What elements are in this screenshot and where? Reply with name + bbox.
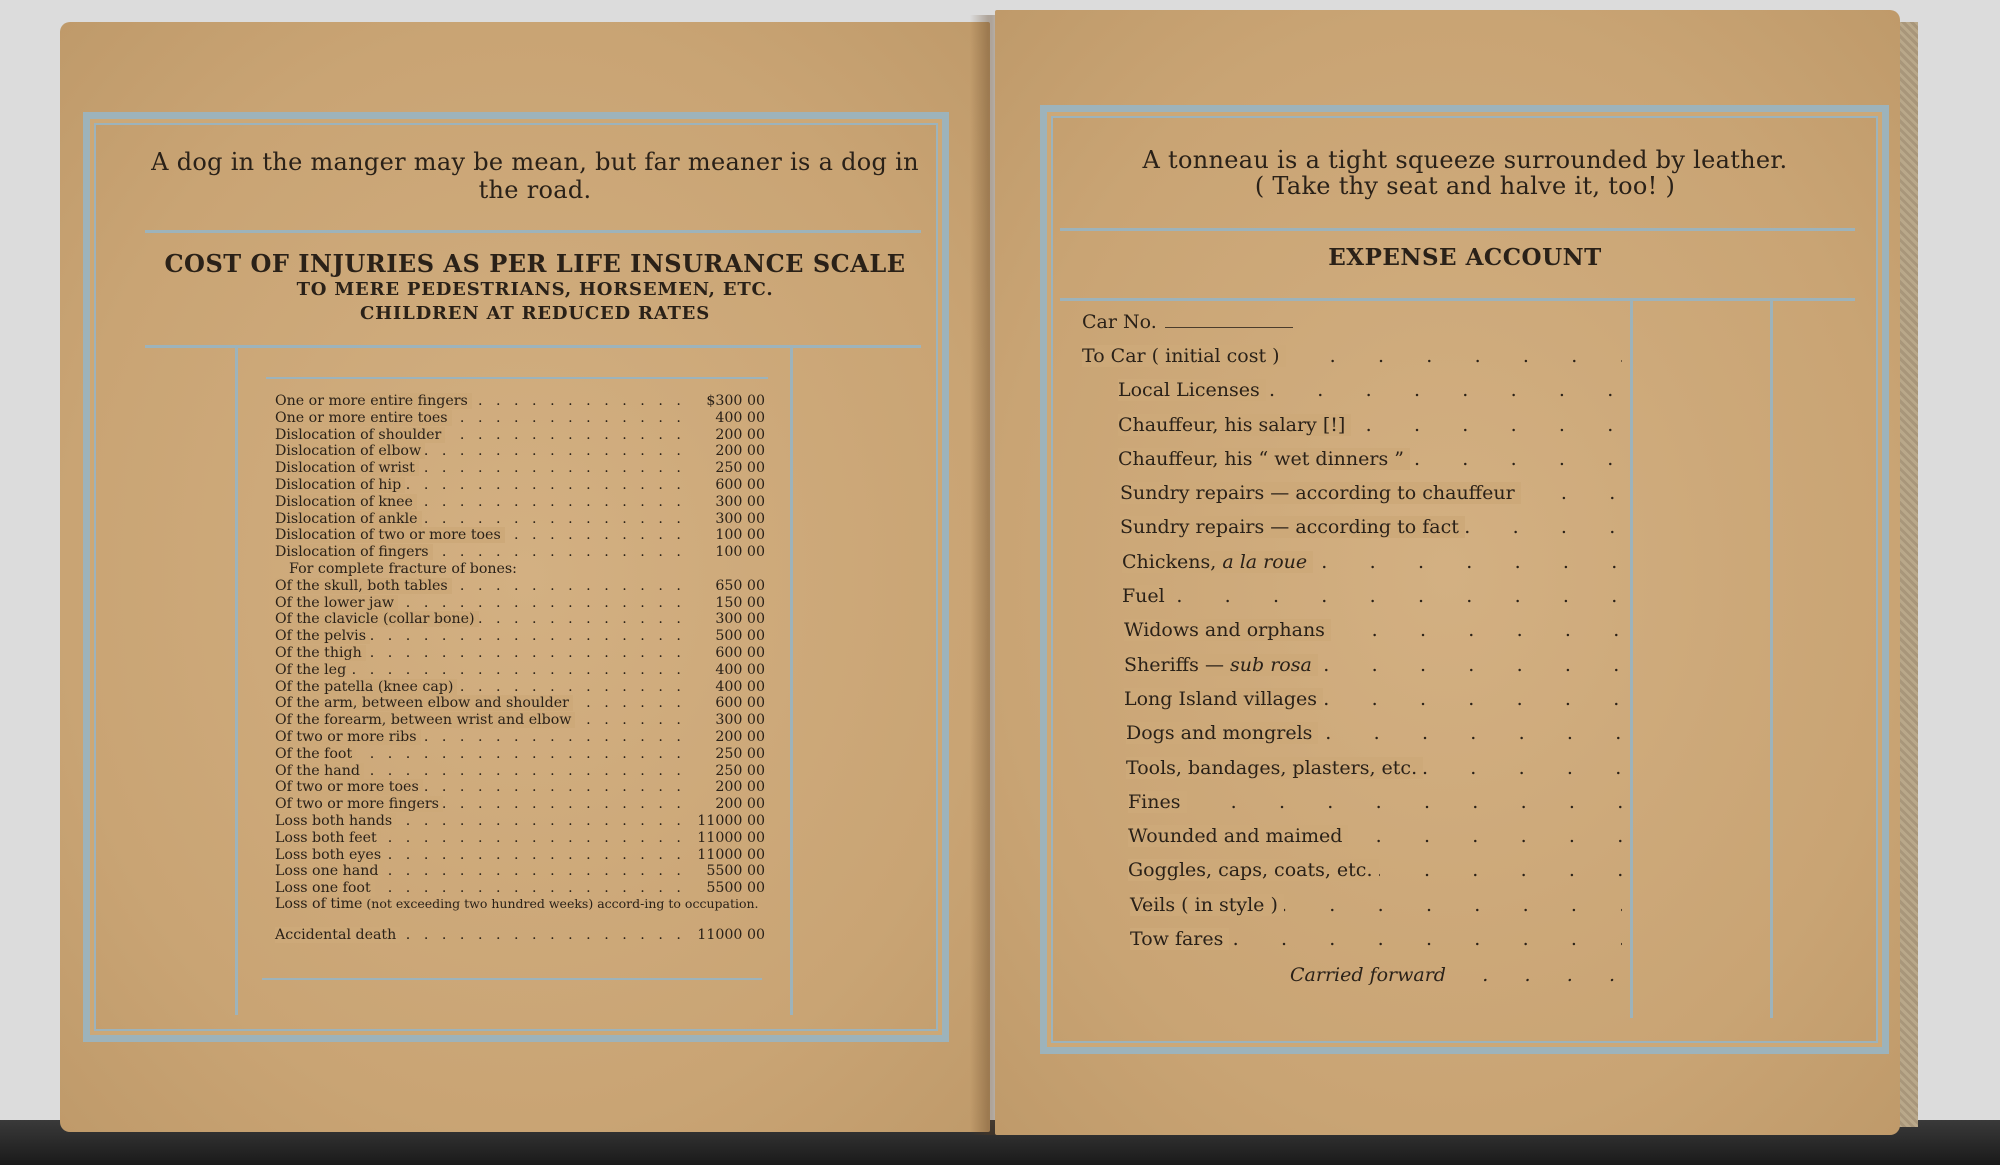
table-row: . . Loss one hand 5500 00: [275, 863, 765, 880]
carried-forward-dots: . . . .: [1452, 964, 1616, 986]
right-column-line-2: [1770, 298, 1773, 1018]
list-item: . Veils ( in style ): [1082, 888, 1622, 922]
list-item: . Fuel: [1082, 579, 1622, 613]
expense-account-heading: EXPENSE ACCOUNT: [1328, 244, 1602, 271]
left-quote: A dog in the manger may be mean, but far meaner is a dog in the road.: [151, 148, 919, 204]
table-bottom-rule: [262, 978, 762, 980]
table-row: . . Of the arm, between elbow and shoulder 600 00: [275, 695, 765, 712]
table-row: . . Of the pelvis 500 00: [275, 628, 765, 645]
list-item: . Dogs and mongrels: [1082, 716, 1622, 750]
loss-of-time-detail: (not exceeding two hundred weeks) accord-ing to occupation.: [366, 895, 759, 911]
injury-subheading-1: TO MERE PEDESTRIANS, HORSEMEN, ETC.: [296, 279, 774, 300]
table-top-rule: [266, 377, 768, 379]
table-row: . . Of the lower jaw 150 00: [275, 595, 765, 612]
right-quote-line-1: A tonneau is a tight squeeze surrounded by leather.: [1142, 146, 1788, 174]
table-row: . . Dislocation of elbow 200 00: [275, 443, 765, 460]
list-item: . Chickens, a la roue: [1082, 545, 1622, 579]
left-column-line-1: [235, 345, 238, 1015]
left-column-line-2: [790, 345, 793, 1015]
list-item: . Sheriffs — sub rosa: [1082, 648, 1622, 682]
left-divider-2: [145, 345, 921, 348]
table-row: . . Of two or more ribs 200 00: [275, 729, 765, 746]
list-item: . Wounded and maimed: [1082, 819, 1622, 853]
table-row: . . Of the forearm, between wrist and elbow 300 00: [275, 712, 765, 729]
left-divider-1: [145, 230, 921, 233]
car-number-blank: [1165, 327, 1293, 328]
table-row: . . Loss both eyes 11000 00: [275, 847, 765, 864]
fracture-note: For complete fracture of bones:: [289, 560, 517, 577]
right-divider-1: [1060, 228, 1855, 231]
table-row: . . Dislocation of hip 600 00: [275, 477, 765, 494]
table-row: . . Of the skull, both tables 650 00: [275, 578, 765, 595]
car-number-label: Car No.: [1082, 311, 1157, 333]
injury-scale-heading: COST OF INJURIES AS PER LIFE INSURANCE SCALE: [164, 249, 906, 278]
list-item: . Fines: [1082, 785, 1622, 819]
list-item: . Long Island villages: [1082, 682, 1622, 716]
list-item: . Sundry repairs — according to chauffeur: [1082, 476, 1622, 510]
injury-subheading-2: CHILDREN AT REDUCED RATES: [359, 303, 711, 324]
table-row: . . Dislocation of fingers 100 00: [275, 544, 765, 561]
accidental-death-row: . . Accidental death 11000 00: [275, 927, 765, 944]
table-row: . . Dislocation of wrist 250 00: [275, 460, 765, 477]
table-row: . . Loss both feet 11000 00: [275, 830, 765, 847]
carried-forward-label: Carried forward: [1290, 964, 1446, 986]
table-row: . . Of the clavicle (collar bone) 300 00: [275, 611, 765, 628]
loss-of-time-row: [275, 897, 765, 927]
table-row: . . Of the hand 250 00: [275, 763, 765, 780]
list-item: . Chauffeur, his “ wet dinners ”: [1082, 442, 1622, 476]
table-row: . . One or more entire toes 400 00: [275, 410, 765, 427]
table-row: . . Of the leg 400 00: [275, 662, 765, 679]
list-item: . Local Licenses: [1082, 373, 1622, 407]
right-divider-2: [1060, 298, 1855, 301]
table-row: . . Of the thigh 600 00: [275, 645, 765, 662]
injury-cost-table: [275, 393, 765, 944]
table-row: . . Of two or more fingers 200 00: [275, 796, 765, 813]
table-row: . . Dislocation of ankle 300 00: [275, 511, 765, 528]
loss-of-time-label: Loss of time: [275, 895, 363, 912]
list-item: . Sundry repairs — according to fact: [1082, 510, 1622, 544]
list-item: . Widows and orphans: [1082, 613, 1622, 647]
table-row: . . Of two or more toes 200 00: [275, 779, 765, 796]
table-row: . . Dislocation of two or more toes 100 00: [275, 527, 765, 544]
expense-list: [1082, 339, 1622, 956]
right-column-line-1: [1630, 298, 1633, 1018]
carried-forward-row: [1290, 964, 1630, 986]
table-row: . . Of the foot 250 00: [275, 746, 765, 763]
table-row: . . Dislocation of shoulder 200 00: [275, 427, 765, 444]
list-item: . Goggles, caps, coats, etc.: [1082, 853, 1622, 887]
list-item: . Tow fares: [1082, 922, 1622, 956]
list-item: . To Car ( initial cost ): [1082, 339, 1622, 373]
list-item: . Chauffeur, his salary [!]: [1082, 408, 1622, 442]
table-row: . . One or more entire fingers $300 00: [275, 393, 765, 410]
car-number-row: [1082, 310, 1293, 334]
table-row: . . Dislocation of knee 300 00: [275, 494, 765, 511]
list-item: . Tools, bandages, plasters, etc.: [1082, 751, 1622, 785]
table-row: . . Of the patella (knee cap) 400 00: [275, 679, 765, 696]
table-row: . . Loss one foot 5500 00: [275, 880, 765, 897]
table-row: . . Loss both hands 11000 00: [275, 813, 765, 830]
right-quote-line-2: ( Take thy seat and halve it, too! ): [1254, 172, 1676, 200]
